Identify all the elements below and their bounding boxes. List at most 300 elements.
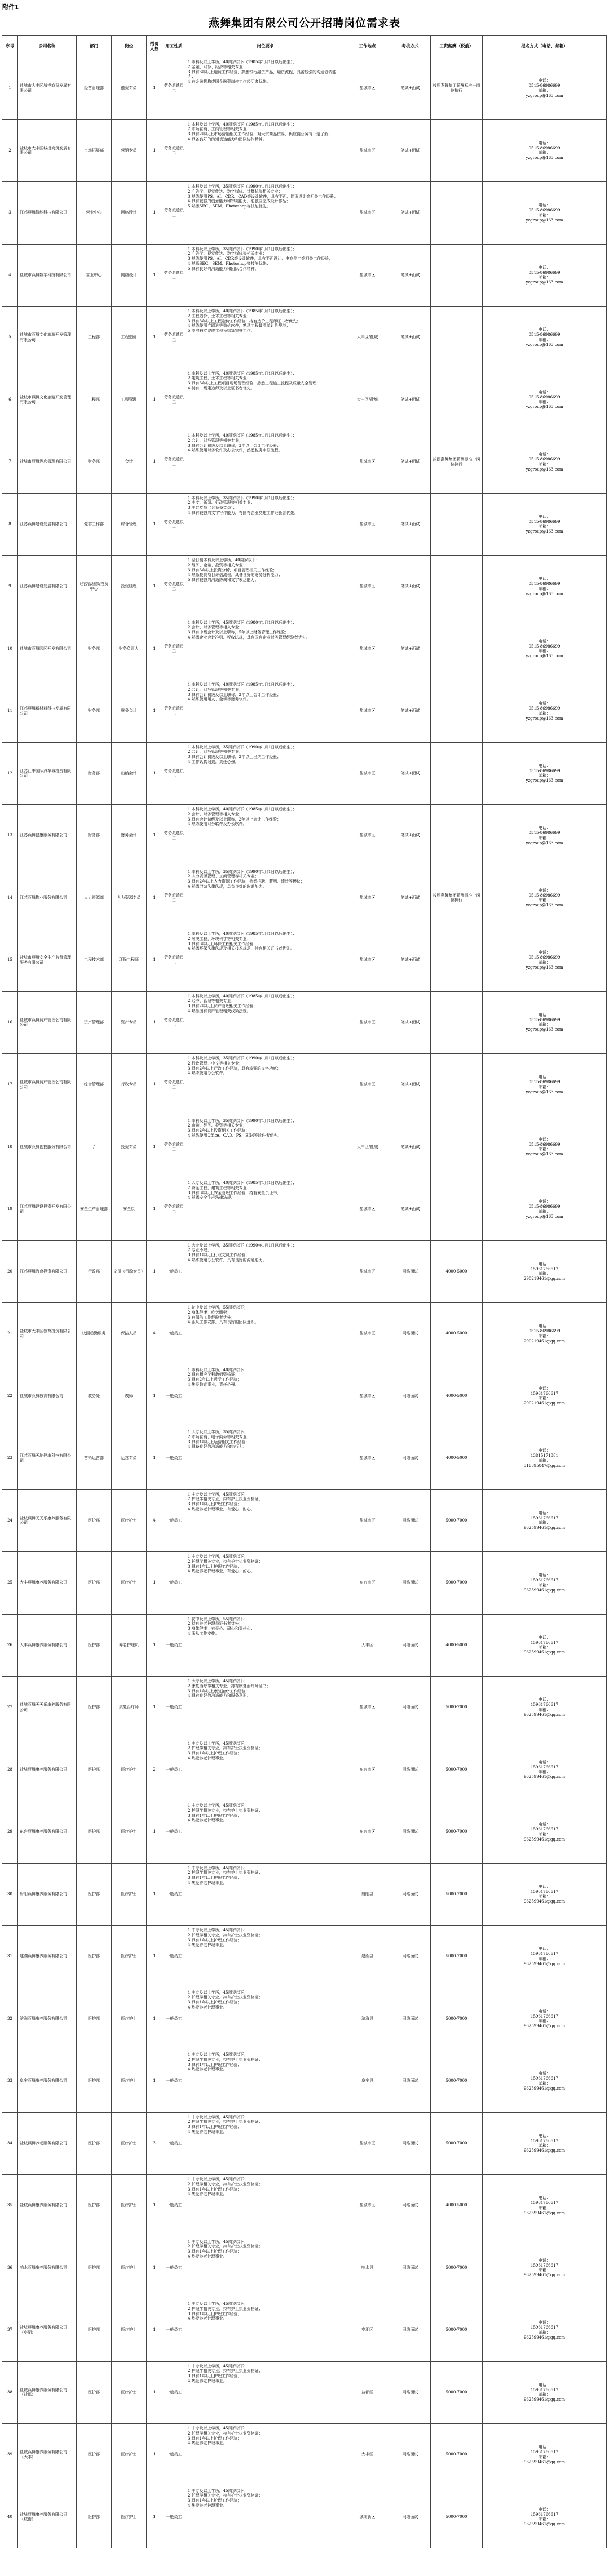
work-location: 盐城市区	[345, 1240, 390, 1303]
requirements: 1.本科及以上学历，40周岁以下（1985年1月1日以后出生）； 2.工程造价、土木工程等相关专业； 3.具有3年以上工程造价工作经验，持有造价工程师证书者优先； 4.熟练使用广联达等造价软件，熟悉工程量清单计价规范； 5.能够独立完成工程预结算审核工作。	[186, 307, 345, 369]
requirements: 1.本科及以上学历，35周岁以下（1990年1月1日以后出生）； 2.中文、新闻、行政管理等相关专业； 3.中共党员（含预备党员）； 4.具有较强的文字写作能力，有国有企业党建工作经验者优先。	[186, 493, 345, 556]
table-row	[2, 182, 607, 245]
column-header: 工作地点	[345, 36, 390, 57]
headcount: 1	[147, 1677, 162, 1739]
employment-type: 一般员工	[162, 1801, 186, 1864]
work-location: 盐城市区	[345, 556, 390, 618]
position: 网络设计	[112, 182, 147, 245]
work-location: 盐城市区	[345, 2175, 390, 2237]
table-row	[2, 556, 607, 618]
contact-info: 电话： 15961766617 邮箱： 962599461@qq.com	[483, 1677, 607, 1739]
assessment-method: 网络面试	[390, 2486, 431, 2548]
column-header: 招聘人数	[147, 36, 162, 57]
position: 文员（行政专员）	[112, 1240, 147, 1303]
contact-info: 电话： 15961766617 邮箱： 962599461@qq.com	[483, 1489, 607, 1552]
table-header-row	[2, 36, 607, 57]
assessment-method: 笔试+面试	[390, 369, 431, 431]
salary: 5000-7000	[431, 2112, 483, 2175]
contact-info: 电话： 15961766617 邮箱： 962599461@qq.com	[483, 2299, 607, 2362]
department: 医护部	[77, 1677, 112, 1739]
headcount: 1	[147, 1552, 162, 1615]
contact-info: 电话： 0515-86986699 邮箱： yzgroup@163.com	[483, 680, 607, 743]
column-header: 报名方式（电话、邮箱）	[483, 36, 607, 57]
requirements: 1.本科及以上学历，40周岁以下（1985年1月1日以后出生）； 2.经济、管理等相关专业； 3.具有2年以上资产管理相关工作经验； 4.熟悉国有资产管理相关政策法规。	[186, 991, 345, 1054]
table-row	[2, 1614, 607, 1677]
row-number: 6	[2, 369, 18, 431]
position: 医疗护士	[112, 2237, 147, 2299]
row-number: 4	[2, 244, 18, 307]
company-name: 盐城市燕舞资产管理公司有限公司	[18, 991, 77, 1054]
headcount: 4	[147, 1489, 162, 1552]
row-number: 20	[2, 1240, 18, 1303]
row-number: 27	[2, 1677, 18, 1739]
company-name: 盐城燕舞康养服务有限公司（盐都）	[18, 2361, 77, 2424]
row-number: 2	[2, 119, 18, 182]
requirements: 1.本科及以上学历，35周岁以下（1990年1月1日以后出生）； 2.人力资源管理、工商管理等相关专业； 3.具有2年以上人力资源工作经验，熟悉招聘、薪酬、绩效等模块； 4.熟悉劳动法律法规，具备良好的沟通能力。	[186, 867, 345, 929]
row-number: 17	[2, 1054, 18, 1116]
assessment-method: 笔试+面试	[390, 929, 431, 992]
contact-info: 电话： 15961766617 邮箱： 962599461@qq.com	[483, 2424, 607, 2486]
department: 医护部	[77, 1552, 112, 1615]
position: 投资经理	[112, 556, 147, 618]
work-location: 盐城市区	[345, 1303, 390, 1365]
employment-type: 一般员工	[162, 2050, 186, 2113]
company-name: 盐城燕舞天天乐康养服务有限公司	[18, 1677, 77, 1739]
employment-type: 劳务派遣员工	[162, 556, 186, 618]
contact-info: 电话： 15961766617 邮箱： 962599461@qq.com	[483, 2237, 607, 2299]
row-number: 25	[2, 1552, 18, 1615]
company-name: 盐城市大丰区城投商贸发展有限公司	[18, 119, 77, 182]
position: 网络设计	[112, 244, 147, 307]
requirements: 1.中专及以上学历，45周岁以下； 2.护理学相关专业，持有护士执业资格证； 3.具有1年以上护理工作经验； 4.热爱养老护理事业。	[186, 2175, 345, 2237]
employment-type: 一般员工	[162, 1240, 186, 1303]
assessment-method: 笔试+面试	[390, 119, 431, 182]
position: 医疗护士	[112, 1739, 147, 1801]
assessment-method: 网络面试	[390, 1739, 431, 1801]
salary: 5000-7000	[431, 2050, 483, 2113]
assessment-method: 笔试+面试	[390, 1054, 431, 1116]
employment-type: 劳务派遣员工	[162, 1178, 186, 1241]
assessment-method: 笔试+面试	[390, 991, 431, 1054]
position: 人力资源专员	[112, 867, 147, 929]
salary: 按照燕舞集团薪酬标准一岗位执行	[431, 867, 483, 929]
work-location: 盐城市区	[345, 805, 390, 867]
table-row	[2, 1739, 607, 1801]
table-row	[2, 2361, 607, 2424]
contact-info: 电话： 15961766617 邮箱： 962599461@qq.com	[483, 1614, 607, 1677]
employment-type: 劳务派遣员工	[162, 57, 186, 120]
requirements: 1.大专及以上学历，40周岁以下（1985年1月1日以后出生）； 2.安全工程、建筑工程等相关专业； 3.具有3年以上安全管理工作经验，持有安全员证书； 4.熟悉安全生产法律法规。	[186, 1178, 345, 1241]
position: 医疗护士	[112, 1988, 147, 2050]
department: 行政部	[77, 1240, 112, 1303]
assessment-method: 笔试+面试	[390, 1116, 431, 1178]
table-row	[2, 2237, 607, 2299]
department: 综合管理部	[77, 1054, 112, 1116]
salary: 5000-7000	[431, 1677, 483, 1739]
company-name: 盐城燕舞康养服务有限公司（城南）	[18, 2486, 77, 2548]
column-header: 序号	[2, 36, 18, 57]
headcount: 1	[147, 929, 162, 992]
company-name: 盐城市燕舞酒店管理有限公司	[18, 431, 77, 494]
row-number: 26	[2, 1614, 18, 1677]
company-name: 江苏燕舞新材料科技发展有限公司	[18, 680, 77, 743]
headcount: 1	[147, 119, 162, 182]
contact-info: 电话： 15961766617 邮箱： 962599461@qq.com	[483, 2112, 607, 2175]
requirements: 1.中专及以上学历，45周岁以下； 2.护理学相关专业，持有护士执业资格证； 3.具有1年以上护理工作经验； 4.热爱养老护理事业。	[186, 2237, 345, 2299]
work-location: 盐城市区	[345, 57, 390, 120]
table-row	[2, 2299, 607, 2362]
salary: 5000-7000	[431, 1489, 483, 1552]
headcount: 3	[147, 2112, 162, 2175]
position: 康复治疗师	[112, 1677, 147, 1739]
requirements: 1.本科及以上学历，35周岁以下（1990年1月1日以后出生）； 2.行政管理、中文等相关专业； 3.具有2年以上行政工作经验，具有较强的文字功底； 4.熟练使用办公软件。	[186, 1054, 345, 1116]
position: 医疗护士	[112, 2112, 147, 2175]
assessment-method: 网络面试	[390, 2361, 431, 2424]
table-row	[2, 1303, 607, 1365]
row-number: 28	[2, 1739, 18, 1801]
table-row	[2, 2175, 607, 2237]
position: 医疗护士	[112, 2175, 147, 2237]
assessment-method: 笔试+面试	[390, 680, 431, 743]
table-row	[2, 57, 607, 120]
salary	[431, 1178, 483, 1241]
employment-type: 一般员工	[162, 2112, 186, 2175]
table-row	[2, 119, 607, 182]
position: 融资专员	[112, 57, 147, 120]
row-number: 14	[2, 867, 18, 929]
department: 营业中心	[77, 244, 112, 307]
department: 工程部	[77, 369, 112, 431]
row-number: 34	[2, 2112, 18, 2175]
salary: 4000-5000	[431, 1240, 483, 1303]
employment-type: 一般员工	[162, 1365, 186, 1427]
column-header: 考核方式	[390, 36, 431, 57]
contact-info: 电话： 0515-86986699 邮箱： yzgroup@163.com	[483, 805, 607, 867]
table-row	[2, 1054, 607, 1116]
position: 医疗护士	[112, 2299, 147, 2362]
employment-type: 一般员工	[162, 2175, 186, 2237]
salary: 5000-7000	[431, 1552, 483, 1615]
salary	[431, 307, 483, 369]
assessment-method: 网络面试	[390, 1365, 431, 1427]
headcount: 1	[147, 1801, 162, 1864]
work-location: 盐城市区	[345, 1365, 390, 1427]
employment-type: 一般员工	[162, 2424, 186, 2486]
company-name: 江苏江中国际汽车城投资有限公司	[18, 742, 77, 805]
column-header: 岗位	[112, 36, 147, 57]
assessment-method: 网络面试	[390, 2424, 431, 2486]
requirements: 1.全日制本科及以上学历，40周岁以下； 2.经济、金融、投资等相关专业； 3.具有3年以上投资分析、项目管理相关工作经验； 4.熟悉投资项目评估流程，具备良好的财务分析能力； 5.具有较强的沟通协调和文字表达能力。	[186, 556, 345, 618]
assessment-method: 笔试+面试	[390, 57, 431, 120]
work-location: 盐城市区	[345, 244, 390, 307]
row-number: 37	[2, 2299, 18, 2362]
headcount: 1	[147, 182, 162, 245]
headcount: 1	[147, 2424, 162, 2486]
employment-type: 劳务派遣员工	[162, 431, 186, 494]
salary: 5000-7000	[431, 1801, 483, 1864]
employment-type: 劳务派遣员工	[162, 369, 186, 431]
salary	[431, 1116, 483, 1178]
assessment-method: 笔试+面试	[390, 742, 431, 805]
headcount: 1	[147, 1240, 162, 1303]
employment-type: 劳务派遣员工	[162, 867, 186, 929]
headcount: 1	[147, 1988, 162, 2050]
requirements: 1.本科及以上学历，45周岁以下（1980年1月1日以后出生）； 2.会计、财务管理等相关专业； 3.具有中级会计及以上职称，5年以上财务管理工作经验； 4.熟悉企业会计准则、税收法规，具有国有企业财务管理经验者优先。	[186, 618, 345, 680]
company-name: 盐城市燕舞数字科技有限公司	[18, 244, 77, 307]
row-number: 29	[2, 1801, 18, 1864]
work-location: 盐城市区	[345, 1054, 390, 1116]
department: 医护部	[77, 2112, 112, 2175]
work-location: 盐城市区	[345, 431, 390, 494]
table-row	[2, 929, 607, 992]
salary	[431, 1054, 483, 1116]
row-number: 40	[2, 2486, 18, 2548]
table-row	[2, 2424, 607, 2486]
assessment-method: 网络面试	[390, 1677, 431, 1739]
requirements: 1.中专及以上学历，45周岁以下； 2.护理学相关专业，持有护士执业资格证； 3.具有1年以上护理工作经验； 4.热爱养老护理事业。	[186, 2361, 345, 2424]
company-name: 江苏燕舞健康服务有限公司	[18, 805, 77, 867]
contact-info: 电话： 0515-86986699 邮箱： yzgroup@163.com	[483, 1116, 607, 1178]
salary	[431, 556, 483, 618]
work-location: 盐城市区	[345, 618, 390, 680]
assessment-method: 笔试+面试	[390, 244, 431, 307]
company-name: 盐城市大丰区教育投资有限公司	[18, 1303, 77, 1365]
employment-type: 劳务派遣员工	[162, 1054, 186, 1116]
contact-info: 电话： 0515-86986699 邮箱： yzgroup@163.com	[483, 867, 607, 929]
department: 工程技术部	[77, 929, 112, 992]
employment-type: 一般员工	[162, 1489, 186, 1552]
work-location: 盐城市区	[345, 1489, 390, 1552]
work-location: 大丰区/盐城	[345, 1116, 390, 1178]
salary: 5000-7000	[431, 2361, 483, 2424]
table-row	[2, 431, 607, 494]
position: 医疗护士	[112, 2486, 147, 2548]
row-number: 18	[2, 1116, 18, 1178]
department: 营业中心	[77, 182, 112, 245]
contact-info: 电话： 15961766617 邮箱： 962599461@qq.com	[483, 2486, 607, 2548]
work-location: 阜宁县	[345, 2050, 390, 2113]
requirements: 1.中专及以上学历，45周岁以下； 2.护理学相关专业，持有护士执业资格证； 3.具有1年以上护理工作经验； 4.热爱养老护理事业，有爱心、耐心。	[186, 1552, 345, 1615]
column-header: 岗位要求	[186, 36, 345, 57]
employment-type: 一般员工	[162, 1926, 186, 1988]
row-number: 5	[2, 307, 18, 369]
table-row	[2, 805, 607, 867]
contact-info: 电话： 0515-86986699 邮箱： yzgroup@163.com	[483, 929, 607, 992]
table-row	[2, 1240, 607, 1303]
employment-type: 劳务派遣员工	[162, 1116, 186, 1178]
work-location: 亭湖区	[345, 2299, 390, 2362]
position: 财务负责人	[112, 618, 147, 680]
headcount: 1	[147, 369, 162, 431]
department: 人力资源部	[77, 867, 112, 929]
headcount: 1	[147, 2237, 162, 2299]
contact-info: 电话： 0515-86986699 邮箱： yzgroup@163.com	[483, 57, 607, 120]
work-location: 东台市区	[345, 1801, 390, 1864]
table-row	[2, 680, 607, 743]
headcount: 1	[147, 618, 162, 680]
row-number: 30	[2, 1863, 18, 1926]
position: 医疗护士	[112, 2424, 147, 2486]
requirements: 1.本科及以上学历，35周岁以下（1990年1月1日以后出生）； 2.会计、财务管理等相关专业； 3.具有会计初级及以上职称，2年以上出纳工作经验； 4.工作认真细致，责任心强。	[186, 742, 345, 805]
assessment-method: 网络面试	[390, 1863, 431, 1926]
salary: 4000-5000	[431, 1365, 483, 1427]
row-number: 39	[2, 2424, 18, 2486]
contact-info: 电话： 15961766617 邮箱： 962599461@qq.com	[483, 2175, 607, 2237]
headcount: 1	[147, 1178, 162, 1241]
position: 环保工程师	[112, 929, 147, 992]
assessment-method: 笔试+面试	[390, 867, 431, 929]
company-name: 射阳燕舞康养服务有限公司	[18, 1863, 77, 1926]
assessment-method: 网络面试	[390, 1427, 431, 1490]
assessment-method: 网络面试	[390, 2299, 431, 2362]
company-name: 盐城市燕舞资产管理公司有限公司	[18, 1054, 77, 1116]
requirements: 1.大专及以上学历，45周岁以下； 2.康复治疗学相关专业，持有康复治疗师证书； 3.具有1年以上康复治疗工作经验； 4.具有良好的沟通能力和服务意识。	[186, 1677, 345, 1739]
company-name: 盐城市燕舞安全生产监督管理服务有限公司	[18, 929, 77, 992]
headcount: 1	[147, 680, 162, 743]
position: 会计	[112, 431, 147, 494]
salary	[431, 991, 483, 1054]
department: 医护部	[77, 2361, 112, 2424]
table-row	[2, 1801, 607, 1864]
department: 党群工作部	[77, 493, 112, 556]
requirements: 1.初中及以上学历，55周岁以下； 2.持有养老护理员证书者优先； 3.身体健康，有爱心、耐心和责任心； 4.服从工作安排。	[186, 1614, 345, 1677]
contact-info: 电话： 0515-86986699 邮箱： yzgroup@163.com	[483, 307, 607, 369]
table-row	[2, 618, 607, 680]
salary: 4000-5000	[431, 1614, 483, 1677]
table-row	[2, 1677, 607, 1739]
headcount: 1	[147, 1427, 162, 1490]
contact-info: 电话： 0515-86986699 邮箱： yzgroup@163.com	[483, 991, 607, 1054]
requirements: 1.中专及以上学历，45周岁以下； 2.护理学相关专业，持有护士执业资格证； 3.具有1年以上护理工作经验； 4.热爱养老护理事业。	[186, 1739, 345, 1801]
employment-type: 劳务派遣员工	[162, 991, 186, 1054]
table-row	[2, 1926, 607, 1988]
headcount: 1	[147, 57, 162, 120]
position: 教师	[112, 1365, 147, 1427]
row-number: 24	[2, 1489, 18, 1552]
headcount: 1	[147, 1863, 162, 1926]
position: 出纳会计	[112, 742, 147, 805]
table-row	[2, 369, 607, 431]
company-name: 大丰燕舞康养服务有限公司	[18, 1552, 77, 1615]
company-name: 盐城市燕舞园区开发有限公司	[18, 618, 77, 680]
job-requirements-table	[2, 35, 607, 2548]
row-number: 1	[2, 57, 18, 120]
column-header: 用工性质	[162, 36, 186, 57]
employment-type: 一般员工	[162, 1303, 186, 1365]
position: 营销专员	[112, 119, 147, 182]
company-name: 盐城燕舞康养服务有限公司（大丰）	[18, 2424, 77, 2486]
position: 养老护理员	[112, 1614, 147, 1677]
table-row	[2, 1116, 607, 1178]
department: 经营管理部	[77, 57, 112, 120]
employment-type: 劳务派遣员工	[162, 119, 186, 182]
department: 教务处	[77, 1365, 112, 1427]
department: 医护部	[77, 1988, 112, 2050]
requirements: 1.本科及以上学历，40周岁以下（1985年1月1日以后出生）； 2.会计、财务管理等相关专业； 3.具有会计初级及以上职称，2年以上会计工作经验； 4.熟练使用用友、金蝶等财务软件。	[186, 680, 345, 743]
requirements: 1.本科及以上学历，35周岁以下（1990年1月1日以后出生）； 2.广告学、视觉传达、数字媒体等相关专业； 3.熟练使用PS、AI、CDR等设计软件，具有平面设计、电商美工等相关工作经验； 4.熟悉SEO、SEM、Photoshop等技能优先； 5.具有良好的沟通能力和团队合作精神。	[186, 244, 345, 307]
contact-info: 电话： 15961766617 邮箱： 290219461@qq.com	[483, 1240, 607, 1303]
department: 医护部	[77, 1739, 112, 1801]
department: 医护部	[77, 2175, 112, 2237]
salary	[431, 119, 483, 182]
department: 医护部	[77, 1614, 112, 1677]
requirements: 1.中专及以上学历，45周岁以下； 2.护理学相关专业，持有护士执业资格证； 3.具有1年以上护理工作经验； 4.热爱养老护理事业，有爱心、耐心。	[186, 1489, 345, 1552]
department: 医护部	[77, 2299, 112, 2362]
work-location: 建湖县	[345, 1926, 390, 1988]
employment-type: 一般员工	[162, 2237, 186, 2299]
contact-info: 电话： 15961766617 邮箱： 962599461@qq.com	[483, 2361, 607, 2424]
work-location: 响水县	[345, 2237, 390, 2299]
requirements: 1.中专及以上学历，45周岁以下； 2.护理学相关专业，持有护士执业资格证； 3.具有1年以上护理工作经验； 4.热爱养老护理事业。	[186, 1801, 345, 1864]
requirements: 1.初中及以上学历，55周岁以下； 2.身体健康，吃苦耐劳； 3.有保洁工作经验者优先； 4.服从工作安排，具有良好的团队意识。	[186, 1303, 345, 1365]
position: 资产专员	[112, 991, 147, 1054]
table-row	[2, 742, 607, 805]
work-location: 盐城市区	[345, 1677, 390, 1739]
headcount: 1	[147, 1365, 162, 1427]
table-row	[2, 1863, 607, 1926]
requirements: 1.本科及以上学历，35周岁以下（1990年1月1日以后出生）； 2.广告学、视觉传达、数字媒体、计算机等相关专业； 3.熟练使用PS、AI、CDR、CAD等设计软件，具有平面、网页设计等相关工作经验； 4.具有较强的创意能力和审美能力，能独立完成设计作品； 5.熟悉SEO、SEM、Photoshop等技能优先。	[186, 182, 345, 245]
row-number: 10	[2, 618, 18, 680]
position: 综合管理	[112, 493, 147, 556]
employment-type: 劳务派遣员工	[162, 307, 186, 369]
company-name: 江苏燕舞天地健康科技有限公司	[18, 1427, 77, 1490]
company-name: 阜宁燕舞康养服务有限公司	[18, 2050, 77, 2113]
department: 财务部	[77, 431, 112, 494]
requirements: 1.中专及以上学历，45周岁以下； 2.护理学相关专业，持有护士执业资格证； 3.具有1年以上护理工作经验； 4.热爱养老护理事业。	[186, 1988, 345, 2050]
row-number: 15	[2, 929, 18, 992]
assessment-method: 网络面试	[390, 1988, 431, 2050]
contact-info: 电话： 0515-86986699 邮箱： yzgroup@163.com	[483, 618, 607, 680]
company-name: 江苏燕舞教育投资有限公司	[18, 1240, 77, 1303]
assessment-method: 笔试+面试	[390, 805, 431, 867]
contact-info: 电话： 0515-86986699 邮箱： 290219461@qq.com	[483, 1303, 607, 1365]
employment-type: 一般员工	[162, 2299, 186, 2362]
position: 财务会计	[112, 680, 147, 743]
employment-type: 劳务派遣员工	[162, 182, 186, 245]
assessment-method: 笔试+面试	[390, 618, 431, 680]
table-row	[2, 2050, 607, 2113]
employment-type: 一般员工	[162, 2486, 186, 2548]
assessment-method: 网络面试	[390, 1614, 431, 1677]
position: 医疗护士	[112, 2361, 147, 2424]
contact-info: 电话： 0515-86986699 邮箱： yzgroup@163.com	[483, 182, 607, 245]
work-location: 盐城市区	[345, 867, 390, 929]
assessment-method: 笔试+面试	[390, 556, 431, 618]
department: 财务部	[77, 742, 112, 805]
company-name: 建湖燕舞康养服务有限公司	[18, 1926, 77, 1988]
page-title: 燕舞集团有限公司公开招聘岗位需求表	[208, 17, 400, 29]
requirements: 1.中专及以上学历，45周岁以下； 2.护理学相关专业，持有护士执业资格证； 3.具有1年以上护理工作经验； 4.热爱养老护理事业。	[186, 2050, 345, 2113]
row-number: 35	[2, 2175, 18, 2237]
contact-info: 电话： 0515-86986699 邮箱： yzgroup@163.com	[483, 1054, 607, 1116]
table-row	[2, 307, 607, 369]
salary: 5000-7000	[431, 2299, 483, 2362]
salary	[431, 929, 483, 992]
table-row	[2, 991, 607, 1054]
salary	[431, 680, 483, 743]
position: 工程管理	[112, 369, 147, 431]
salary: 5000-7000	[431, 1739, 483, 1801]
row-number: 23	[2, 1427, 18, 1490]
contact-info: 电话： 15961766617 邮箱： 962599461@qq.com	[483, 2050, 607, 2113]
assessment-method: 网络面试	[390, 1926, 431, 1988]
salary: 5000-7000	[431, 1926, 483, 1988]
work-location: 大丰区	[345, 1614, 390, 1677]
requirements: 1.大专及以上学历，35周岁以下； 2.市场营销、电子商务等相关专业； 3.具有1年以上运营相关工作经验； 4.具备良好的沟通能力和执行力。	[186, 1427, 345, 1490]
attachment-label: 附件1	[2, 3, 19, 11]
position: 工程造价	[112, 307, 147, 369]
salary: 5000-7000	[431, 1863, 483, 1926]
